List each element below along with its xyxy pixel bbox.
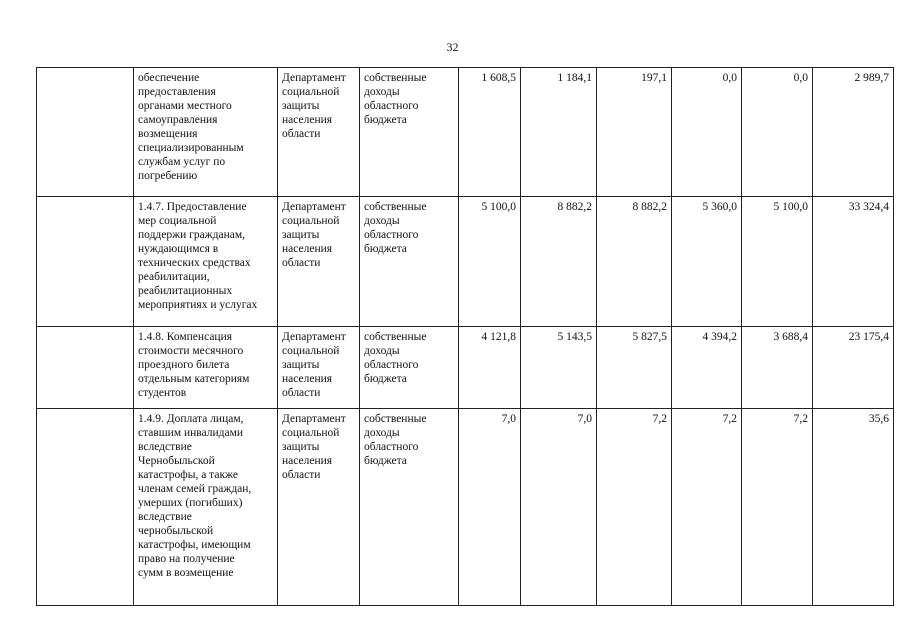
activity-name-cell: 1.4.7. Предоставление мер социальной поддержи гражданам, нуждающимся в технических средствах реабилитации, реабилитационных мероприятиях и услугах xyxy=(134,197,278,327)
funding-source-cell: собственные доходы областного бюджета xyxy=(360,68,459,197)
value-cell: 8 882,2 xyxy=(521,197,597,327)
blank-cell xyxy=(37,197,134,327)
value-cell: 5 360,0 xyxy=(672,197,742,327)
funding-source-cell: собственные доходы областного бюджета xyxy=(360,327,459,409)
value-cell: 5 143,5 xyxy=(521,327,597,409)
value-cell: 1 184,1 xyxy=(521,68,597,197)
total-cell: 23 175,4 xyxy=(813,327,894,409)
value-cell: 0,0 xyxy=(742,68,813,197)
funding-source-cell: собственные доходы областного бюджета xyxy=(360,197,459,327)
value-cell: 8 882,2 xyxy=(597,197,672,327)
blank-cell xyxy=(37,68,134,197)
activity-name-cell: 1.4.9. Доплата лицам, ставшим инвалидами вследствие Чернобыльской катастрофы, а также членам семей граждан, умерших (погибших) вследствие чернобыльской катастрофы, имеющим право на получение сумм в возмещение xyxy=(134,409,278,606)
value-cell: 7,2 xyxy=(742,409,813,606)
blank-cell xyxy=(37,409,134,606)
value-cell: 5 100,0 xyxy=(459,197,521,327)
funding-source-cell: собственные доходы областного бюджета xyxy=(360,409,459,606)
activity-name-cell: 1.4.8. Компенсация стоимости месячного проездного билета отдельным категориям студентов xyxy=(134,327,278,409)
value-cell: 197,1 xyxy=(597,68,672,197)
department-cell: Департамент социальной защиты населения области xyxy=(278,327,360,409)
value-cell: 4 121,8 xyxy=(459,327,521,409)
total-cell: 35,6 xyxy=(813,409,894,606)
department-cell: Департамент социальной защиты населения области xyxy=(278,409,360,606)
table-row xyxy=(37,197,894,327)
table-row xyxy=(37,68,894,197)
value-cell: 7,2 xyxy=(672,409,742,606)
budget-table xyxy=(36,67,894,606)
value-cell: 5 827,5 xyxy=(597,327,672,409)
page-number: 32 xyxy=(446,40,459,54)
department-cell: Департамент социальной защиты населения области xyxy=(278,197,360,327)
total-cell: 2 989,7 xyxy=(813,68,894,197)
value-cell: 7,0 xyxy=(521,409,597,606)
value-cell: 4 394,2 xyxy=(672,327,742,409)
value-cell: 7,2 xyxy=(597,409,672,606)
table-row xyxy=(37,409,894,606)
value-cell: 7,0 xyxy=(459,409,521,606)
value-cell: 1 608,5 xyxy=(459,68,521,197)
value-cell: 0,0 xyxy=(672,68,742,197)
table-row xyxy=(37,327,894,409)
activity-name-cell: обеспечение предоставления органами местного самоуправления возмещения специализированным службам услуг по погребению xyxy=(134,68,278,197)
department-cell: Департамент социальной защиты населения области xyxy=(278,68,360,197)
value-cell: 5 100,0 xyxy=(742,197,813,327)
blank-cell xyxy=(37,327,134,409)
value-cell: 3 688,4 xyxy=(742,327,813,409)
total-cell: 33 324,4 xyxy=(813,197,894,327)
